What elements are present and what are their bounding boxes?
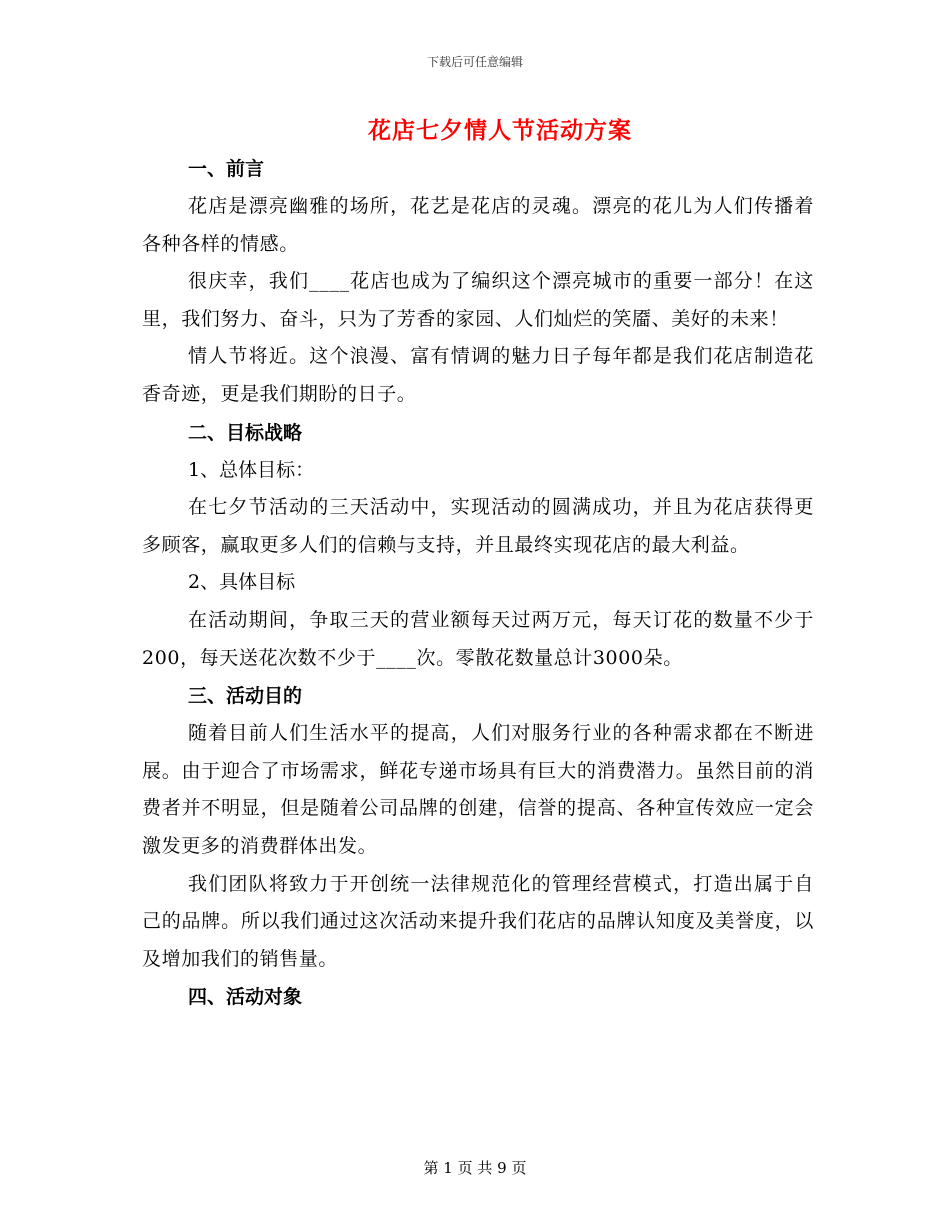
paragraph: 很庆幸，我们____花店也成为了编织这个漂亮城市的重要一部分！在这里，我们努力、奋斗，只为了芳香的家园、人们灿烂的笑靥、美好的未来！ bbox=[142, 270, 814, 330]
section-heading-preface: 一、前言 bbox=[188, 158, 265, 180]
paragraph: 花店是漂亮幽雅的场所，花艺是花店的灵魂。漂亮的花儿为人们传播着各种各样的情感。 bbox=[142, 195, 814, 255]
page-footer: 第 1 页 共 9 页 bbox=[423, 1159, 527, 1177]
section-heading-audience: 四、活动对象 bbox=[188, 986, 303, 1009]
paragraph: 在七夕节活动的三天活动中，实现活动的圆满成功，并且为花店获得更多顾客，赢取更多人们的信赖与支持，并且最终实现花店的最大利益。 bbox=[142, 496, 814, 556]
paragraph: 情人节将近。这个浪漫、富有情调的魅力日子每年都是我们花店制造花香奇迹，更是我们期盼的日子。 bbox=[142, 345, 814, 405]
paragraph: 在活动期间，争取三天的营业额每天过两万元，每天订花的数量不少于200，每天送花次数不少于____次。零散花数量总计3000朵。 bbox=[142, 608, 814, 669]
document-body bbox=[142, 150, 814, 1016]
section-heading-purpose: 三、活动目的 bbox=[188, 685, 303, 708]
section-heading-strategy: 二、目标战略 bbox=[188, 421, 303, 444]
document-title: 花店七夕情人节活动方案 bbox=[368, 117, 632, 144]
paragraph: 随着目前人们生活水平的提高，人们对服务行业的各种需求都在不断进展。由于迎合了市场需求，鲜花专递市场具有巨大的消费潜力。虽然目前的消费者并不明显，但是随着公司品牌的创建，信誉的提高、各种宣传效应一定会激发更多的消费群体出发。 bbox=[142, 722, 814, 857]
paragraph: 我们团队将致力于开创统一法律规范化的管理经营模式，打造出属于自己的品牌。所以我们通过这次活动来提升我们花店的品牌认知度及美誉度，以及增加我们的销售量。 bbox=[142, 872, 814, 970]
header-note: 下载后可任意编辑 bbox=[426, 55, 523, 69]
subheading-overall-goal: 1、总体目标： bbox=[188, 458, 315, 481]
subheading-specific-goal: 2、具体目标 bbox=[188, 571, 296, 594]
